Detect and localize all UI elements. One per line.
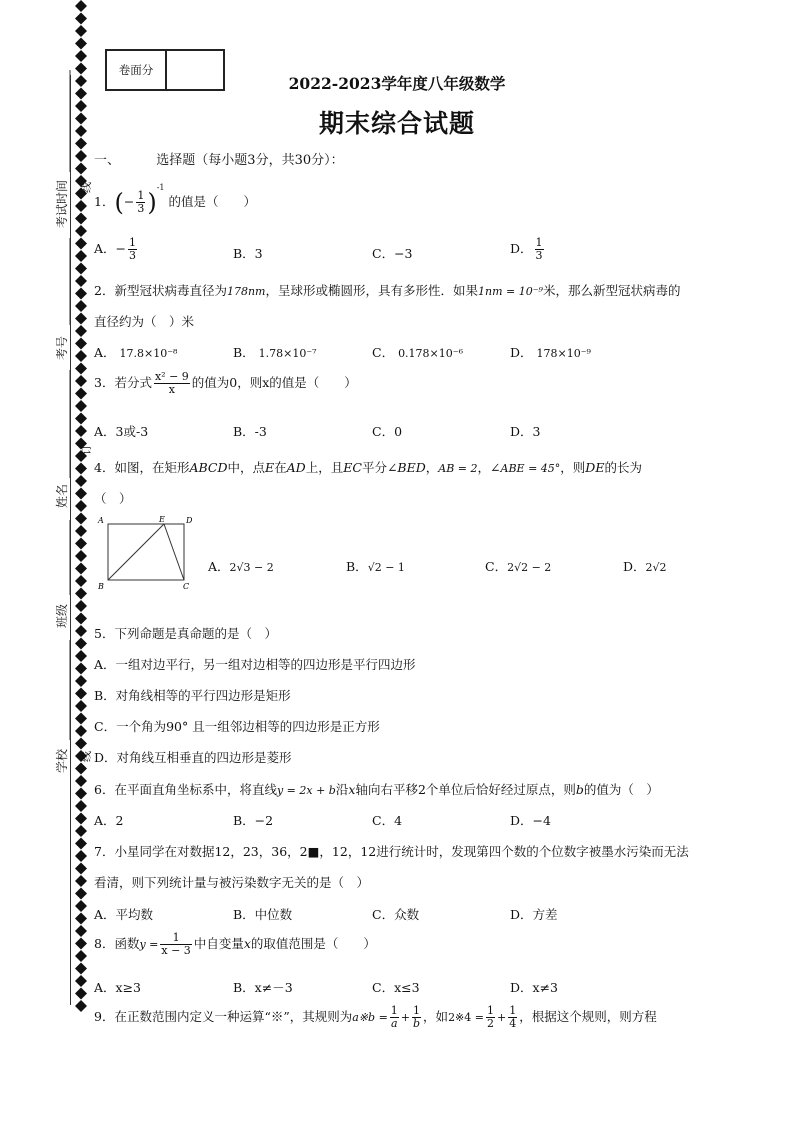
q4-t2: 中，点 [227,460,266,475]
q6-t1: 6．在平面直角坐标系中，将直线 [94,782,277,797]
diamond-icon [75,588,87,600]
question-8 [94,932,376,957]
question-2-line2: 直径约为（ ）米 [94,314,195,329]
q2-text-b: ，呈球形或椭圆形，具有多形性．如果 [265,283,478,298]
q1-frac-num: 1 [137,189,145,202]
q1-number: 1． [94,194,115,209]
question-1: 1．(− $\frac{1}{3}$ )$^{-1}$ 的值是（ ） [94,183,256,217]
diamond-icon [75,725,87,737]
q4-t1: 4．如图，在矩形 [94,460,190,475]
q2-a-value: 17.8×10⁻⁸ [119,347,178,360]
q3-option-a[interactable]: A．3或-3 [94,424,149,439]
diamond-icon [75,0,87,12]
side-exam-no: 考号 [55,335,69,360]
q4-c-label: C． [485,559,508,574]
q5-option-a[interactable]: A．一组对边平行，另一组对边相等的四边形是平行四边形 [94,657,416,672]
section-title: 选择题（每小题3分，共30分）： [156,153,344,168]
q4-option-a[interactable] [208,557,274,575]
diamond-icon [75,888,87,900]
diamond-icon [75,950,87,962]
q4-answer-paren: （ ） [94,491,132,506]
q4-t7: ，∠ [477,460,501,475]
q5-option-d[interactable]: D．对角线互相垂直的四边形是菱形 [94,750,292,765]
q8-t3: 的取值范围是（ ） [250,936,376,951]
q4-t5: 平分∠ [361,460,398,475]
diamond-icon [75,313,87,325]
diamond-icon [75,763,87,775]
diamond-icon [75,475,87,487]
q9-f3-num: 1 [487,1004,494,1017]
q5-option-c[interactable]: C．一个角为90° 且一组邻边相等的四边形是正方形 [94,719,380,734]
section-number: 一、 [94,153,121,168]
diamond-icon [75,500,87,512]
fig-label-a: A [98,516,104,525]
q9-f4-num: 1 [509,1004,517,1017]
q9-t1: 9．在正数范围内定义一种运算“※”，其规则为 [94,1009,353,1024]
q7-option-c[interactable]: C．众数 [372,907,420,922]
q4-ec: EC [343,460,362,475]
q4-t8: ，则 [560,460,586,475]
q6-x: x [348,782,356,797]
q4-b-label: B． [346,559,368,574]
diamond-icon [75,575,87,587]
q2-d-value: 178×10⁻⁹ [536,347,591,360]
q3-frac-num: x² − 9 [154,370,189,383]
diamond-icon [75,613,87,625]
q4-option-b[interactable] [346,557,405,575]
q8-t1: 8．函数 [94,936,140,951]
diamond-icon [75,813,87,825]
q8-option-c[interactable]: C．x≤3 [372,980,420,995]
q9-f2-num: 1 [413,1004,421,1017]
q4-bed: BED [397,460,426,475]
diamond-icon [75,288,87,300]
fig-label-e: E [159,515,165,524]
diamond-icon [75,38,87,50]
diamond-icon [75,863,87,875]
q3-text-b: 的值为0，则x的值是（ ） [191,375,357,390]
q4-a-value: 2√3 − 2 [229,561,274,574]
diamond-icon [75,50,87,62]
diamond-icon [75,375,87,387]
q6-t4: 的值为（ ） [583,782,659,797]
q1-a-den: 3 [129,249,137,262]
side-school: 学校 [55,748,69,773]
diamond-icon [75,788,87,800]
diamond-icon [75,25,87,37]
q1-text: 的值是（ ） [168,194,256,209]
q1-option-d[interactable] [510,237,546,262]
q4-rectangle-figure [94,512,202,594]
q6-equation: y = 2x + b [276,784,336,797]
q2-option-c[interactable] [372,343,463,361]
q4-b-value: √2 − 1 [367,561,405,574]
q1-a-num: 1 [129,236,137,249]
score-label: 卷面分 [107,51,167,89]
diamond-icon [75,150,87,162]
q4-option-c[interactable] [485,557,551,575]
diamond-icon [75,563,87,575]
diamond-icon [75,975,87,987]
q9-t3: ，根据这个规则，则方程 [519,1009,657,1024]
q4-a-label: A． [208,559,230,574]
side-class: 班级 [55,603,69,628]
question-4 [94,458,642,476]
q9-t2: ，如 [423,1009,449,1024]
q1-option-c[interactable]: C．−3 [372,246,413,261]
q4-abcd: ABCD [189,460,228,475]
exam-title: 2022-2023学年度八年级数学 [288,74,506,93]
q9-plus-2: + [497,1011,507,1024]
q4-t6: ， [425,460,439,475]
q6-option-c[interactable]: C．4 [372,813,403,828]
q7-option-b[interactable]: B．中位数 [233,907,293,922]
q4-option-d[interactable] [623,557,667,575]
diamond-icon [75,250,87,262]
diamond-icon [75,800,87,812]
diamond-icon [75,650,87,662]
q2-b-label: B． [233,345,255,360]
diamond-icon [75,838,87,850]
diamond-icon [75,425,87,437]
q4-d-label: D． [623,559,646,574]
side-exam-time: 考试时间 [55,179,69,228]
diamond-icon [75,525,87,537]
q8-frac-den: x − 3 [161,944,191,957]
q1-a-label: A． [94,241,116,256]
q2-option-b[interactable] [233,343,317,361]
q7-option-d[interactable]: D．方差 [510,907,558,922]
q2-b-value: 1.78×10⁻⁷ [258,347,317,360]
q3-frac-den: x [168,383,175,396]
q6-b: b [575,782,584,797]
diamond-icon [75,400,87,412]
q8-x: x [243,936,251,951]
diamond-icon [75,200,87,212]
q6-t2: 沿 [335,782,349,797]
question-5: 5．下列命题是真命题的是（ ） [94,626,277,641]
q2-c-value: 0.178×10⁻⁶ [398,347,463,360]
diamond-icon [75,738,87,750]
q4-t4: 上，且 [305,460,344,475]
diamond-icon [75,350,87,362]
diamond-icon [75,1000,87,1012]
q2-text-a: 2．新型冠状病毒直径为 [94,283,227,298]
diamond-icon [75,775,87,787]
diamond-icon [75,713,87,725]
q9-f4-den: 4 [509,1017,517,1030]
diamond-icon [75,850,87,862]
q3-text-a: 3．若分式 [94,375,152,390]
exam-subtitle: 期末综合试题 [318,109,475,138]
question-6 [94,780,659,798]
diamond-icon [75,600,87,612]
diamond-icon [75,638,87,650]
fig-label-c: C [183,582,190,591]
side-ding: 订 [80,444,93,455]
q4-t3: 在 [274,460,287,475]
diamond-icon [75,463,87,475]
section-header [94,149,344,168]
q1-d-den: 3 [535,249,543,262]
q9-example: 2※4 = [448,1011,484,1024]
q2-diameter: 178nm [226,285,266,298]
q9-f1-num: 1 [390,1004,398,1017]
diamond-icon [75,700,87,712]
q8-option-d[interactable]: D．x≠3 [510,980,558,995]
q1-frac-den: 3 [137,202,145,215]
diamond-icon [75,275,87,287]
q2-unit: 1nm = 10⁻⁹ [478,285,543,298]
q4-ab: AB = 2 [438,462,478,475]
side-name: 姓名 [55,483,69,508]
diamond-icon [75,913,87,925]
q9-f1-den: a [391,1017,398,1030]
diamond-icon [75,388,87,400]
q9-plus-1: + [400,1011,410,1024]
question-2-line1 [94,281,680,299]
diamond-icon [75,488,87,500]
diamond-icon [75,663,87,675]
q6-option-a[interactable]: A．2 [94,813,124,828]
diamond-icon [75,225,87,237]
q2-option-d[interactable] [510,343,591,361]
q4-ad: AD [286,460,306,475]
q9-f3-den: 2 [487,1017,494,1030]
diamond-icon [75,163,87,175]
diamond-icon [75,300,87,312]
question-7-line1: 7．小星同学在对数据12，23，36，2■，12，12进行统计时，发现第四个数的个位数字被墨水污染而无法 [94,844,689,859]
side-xian1: 线 [80,182,93,193]
q3-option-d[interactable]: D．3 [510,424,541,439]
q8-frac-num: 1 [160,932,191,945]
diamond-icon [75,875,87,887]
q4-de: DE [585,460,605,475]
diamond-icon [75,213,87,225]
q1-d-num: 1 [535,236,543,249]
diamond-icon [75,675,87,687]
diamond-icon [75,963,87,975]
q7-option-a[interactable]: A．平均数 [94,907,154,922]
side-xian2: 线 [80,751,93,762]
q2-option-a[interactable] [94,343,177,361]
diamond-icon [75,550,87,562]
diamond-icon [75,938,87,950]
diamond-icon [75,625,87,637]
q4-e: E [265,460,275,475]
q1-option-b[interactable]: B．3 [233,246,263,261]
q8-t2: 中自变量 [193,936,244,951]
q3-option-c[interactable]: C．0 [372,424,403,439]
q8-y: y = [139,938,159,951]
diamond-icon [75,413,87,425]
diamond-icon [75,263,87,275]
diamond-icon [75,238,87,250]
fig-label-d: D [186,516,193,525]
q6-t3: 轴向右平移2个单位后恰好经过原点，则 [355,782,576,797]
question-3 [94,371,357,396]
q1-exponent: -1 [156,183,165,192]
diamond-icon [75,513,87,525]
diamond-icon [75,325,87,337]
question-9 [94,1005,657,1030]
q4-abe: ABE = 45° [500,462,561,475]
q5-option-b[interactable]: B．对角线相等的平行四边形是矩形 [94,688,291,703]
q4-t9: 的长为 [604,460,642,475]
q8-option-a[interactable]: A．x≥3 [94,980,142,995]
q1-option-a[interactable]: A．− $\frac{1}{3}$ [94,236,137,262]
q4-c-value: 2√2 − 2 [507,561,552,574]
question-7-line2: 看清，则下列统计量与被污染数字无关的是（ ） [94,875,370,890]
q1-d-label: D． [510,241,533,256]
diamond-icon [75,363,87,375]
q2-c-label: C． [372,345,395,360]
q4-d-value: 2√2 [645,561,667,574]
diamond-icon [75,688,87,700]
diamond-icon [75,925,87,937]
diamond-icon [75,13,87,25]
q2-a-label: A． [94,345,116,360]
fig-label-b: B [98,582,104,591]
diamond-icon [75,988,87,1000]
diamond-icon [75,538,87,550]
q8-option-b[interactable]: B．x≠－3 [233,980,293,995]
q2-text-c: 米，那么新型冠状病毒的 [542,283,681,298]
diamond-icon [75,900,87,912]
q9-f2-den: b [413,1017,421,1030]
q6-option-b[interactable]: B．−2 [233,813,274,828]
q3-option-b[interactable]: B．-3 [233,424,267,439]
q6-option-d[interactable]: D．−4 [510,813,551,828]
q9-rule: a※b = [352,1011,388,1024]
diamond-icon [75,825,87,837]
diamond-icon [75,338,87,350]
q2-d-label: D． [510,345,533,360]
